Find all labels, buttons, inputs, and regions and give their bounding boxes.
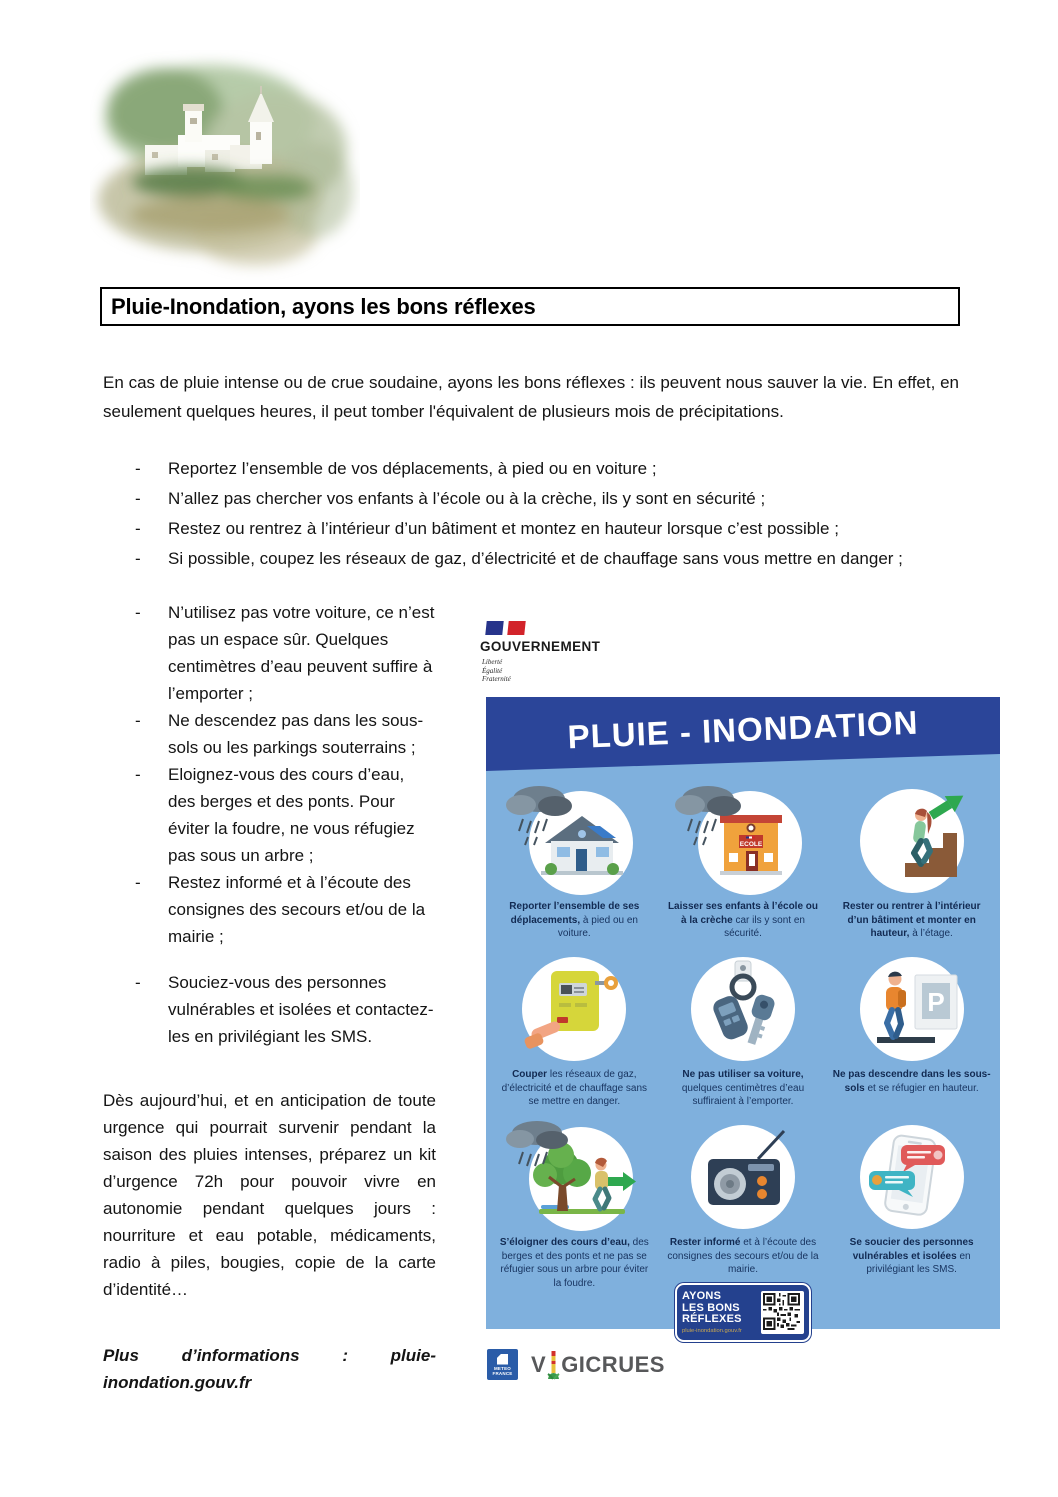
motto (482, 658, 640, 684)
poster-caption: Laisser ses enfants à l’école ou à la crèche car ils y sont en sécurité. (667, 901, 819, 939)
power-meter-icon (499, 947, 649, 1065)
poster-caption: Se soucier des personnes vulnérables et isolées en privilégiant les SMS. (849, 1237, 974, 1275)
parking-icon (837, 947, 987, 1065)
svg-text:ECOLE: ECOLE (739, 841, 763, 848)
page-title: Pluie-Inondation, ayons les bons réflexes (111, 293, 536, 319)
gouvernement-logo (480, 621, 640, 684)
motto-line: Égalité (482, 666, 503, 675)
pluie-inondation-poster (486, 697, 1000, 1334)
rain-school-icon (668, 779, 818, 897)
poster-grid (492, 779, 994, 1289)
bullet-item: - Reportez l’ensemble de vos déplacements, à pied ou en voiture ; (135, 454, 941, 484)
bullet-item: - Eloignez-vous des cours d’eau, des berges et des ponts. Pour éviter la foudre, ne vous réfugiez pas sous un arbre ; (103, 761, 436, 869)
closing-paragraph: Dès aujourd’hui, et en anticipation de toute urgence qui pourrait survenir pendant la saison des pluies intenses, préparez un kit d’urgence 72h pour pouvoir vivre en autonomie pendant quelques jours : nourriture et eau potable, médicaments, radio à piles, bougies, copie de la carte d’identité… (103, 1091, 436, 1299)
bullet-item: - Ne descendez pas dans les sous-sols ou les parkings souterrains ; (103, 707, 436, 761)
motto-line: Fraternité (482, 675, 511, 683)
bullet-item: - Si possible, coupez les réseaux de gaz, d’électricité et de chauffage sans vous mettre en danger ; (135, 544, 941, 574)
tree-rain-icon (499, 1115, 649, 1233)
poster-item (492, 1115, 657, 1289)
poster-item (661, 1115, 826, 1277)
poster-caption: Ne pas descendre dans les sous-sols et se réfugier en hauteur. (832, 1069, 991, 1094)
stairs-up-icon (837, 779, 987, 897)
poster-caption: Reporter l’ensemble de ses déplacements, à pied ou en voiture. (509, 901, 640, 939)
poster-caption: Couper les réseaux de gaz, d’électricité et de chauffage sans se mettre en danger. (501, 1069, 648, 1107)
watercolor-village-image (90, 50, 360, 280)
poster-caption: Rester informé et à l’écoute des consignes des secours et/ou de la mairie. (667, 1237, 819, 1275)
more-info-text: Plus d’informations : pluie- (103, 1346, 436, 1365)
poster-item (492, 947, 657, 1109)
poster-item (492, 779, 657, 941)
rain-house-icon (499, 779, 649, 897)
poster-caption: S’éloigner des cours d’eau, des berges et des ponts et ne pas se réfugier sous un arbre pour éviter la foudre. (499, 1237, 649, 1289)
qr-code-icon (761, 1291, 804, 1334)
poster-item (661, 947, 826, 1109)
poster-caption: Rester ou rentrer à l’intérieur d’un bâtiment et monter en hauteur, à l’étage. (842, 901, 981, 939)
bullet-list-top (135, 454, 941, 574)
sms-phone-icon (837, 1115, 987, 1233)
poster-caption: Ne pas utiliser sa voiture, quelques centimètres d’eau suffiraient à l’emporter. (681, 1069, 805, 1107)
title-box (100, 287, 960, 326)
radio-icon (668, 1115, 818, 1233)
poster-item (829, 1115, 994, 1277)
left-text-column (103, 599, 436, 1413)
badge-text: AYONS LES BONS RÉFLEXES pluie-inondation.gouv.fr (682, 1291, 757, 1334)
more-info-line (103, 1342, 436, 1396)
badge-url: pluie-inondation.gouv.fr (682, 1327, 742, 1334)
intro-paragraph: En cas de pluie intense ou de crue soudaine, ayons les bons réflexes : ils peuvent nous sauver la vie. En effet, en seulement quelques heures, il peut tomber l'équivalent de plusieurs mois de précipitations. (103, 373, 959, 421)
svg-text:P: P (926, 987, 945, 1017)
motto-line: Liberté (482, 658, 503, 666)
more-info-link[interactable]: inondation.gouv.fr (103, 1373, 252, 1392)
poster-item (829, 947, 994, 1109)
poster-item (661, 779, 826, 941)
bullet-item: - N’utilisez pas votre voiture, ce n’est pas un espace sûr. Quelques centimètres d’eau peuvent suffire à l’emporter ; (103, 599, 436, 707)
bullet-item: - Restez ou rentrez à l’intérieur d’un bâtiment et montez en hauteur lorsque c’est possible ; (135, 514, 941, 544)
poster-title: PLUIE - INONDATION (566, 703, 920, 756)
car-keys-icon (668, 947, 818, 1065)
meteo-france-logo: METEO FRANCE (487, 1349, 518, 1380)
village-illustration (90, 50, 360, 280)
flood-gauge-icon (547, 1350, 560, 1380)
bullet-list-left (103, 599, 436, 1050)
gouvernement-wordmark: GOUVERNEMENT (480, 639, 601, 654)
french-flag-icon (486, 621, 532, 635)
reflexes-badge (675, 1283, 811, 1342)
vigicrues-logo: V GICRUES (531, 1350, 665, 1380)
meteo-france-icon (497, 1354, 508, 1365)
bullet-item: - N’allez pas chercher vos enfants à l’école ou à la crèche, ils y sont en sécurité ; (135, 484, 941, 514)
poster-item (829, 779, 994, 941)
bullet-item: - Restez informé et à l’écoute des consignes des secours et/ou de la mairie ; (103, 869, 436, 950)
bullet-item: - Souciez-vous des personnes vulnérables et isolées et contactez-les en privilégiant les SMS. (103, 969, 436, 1050)
footer-logos (487, 1349, 665, 1380)
